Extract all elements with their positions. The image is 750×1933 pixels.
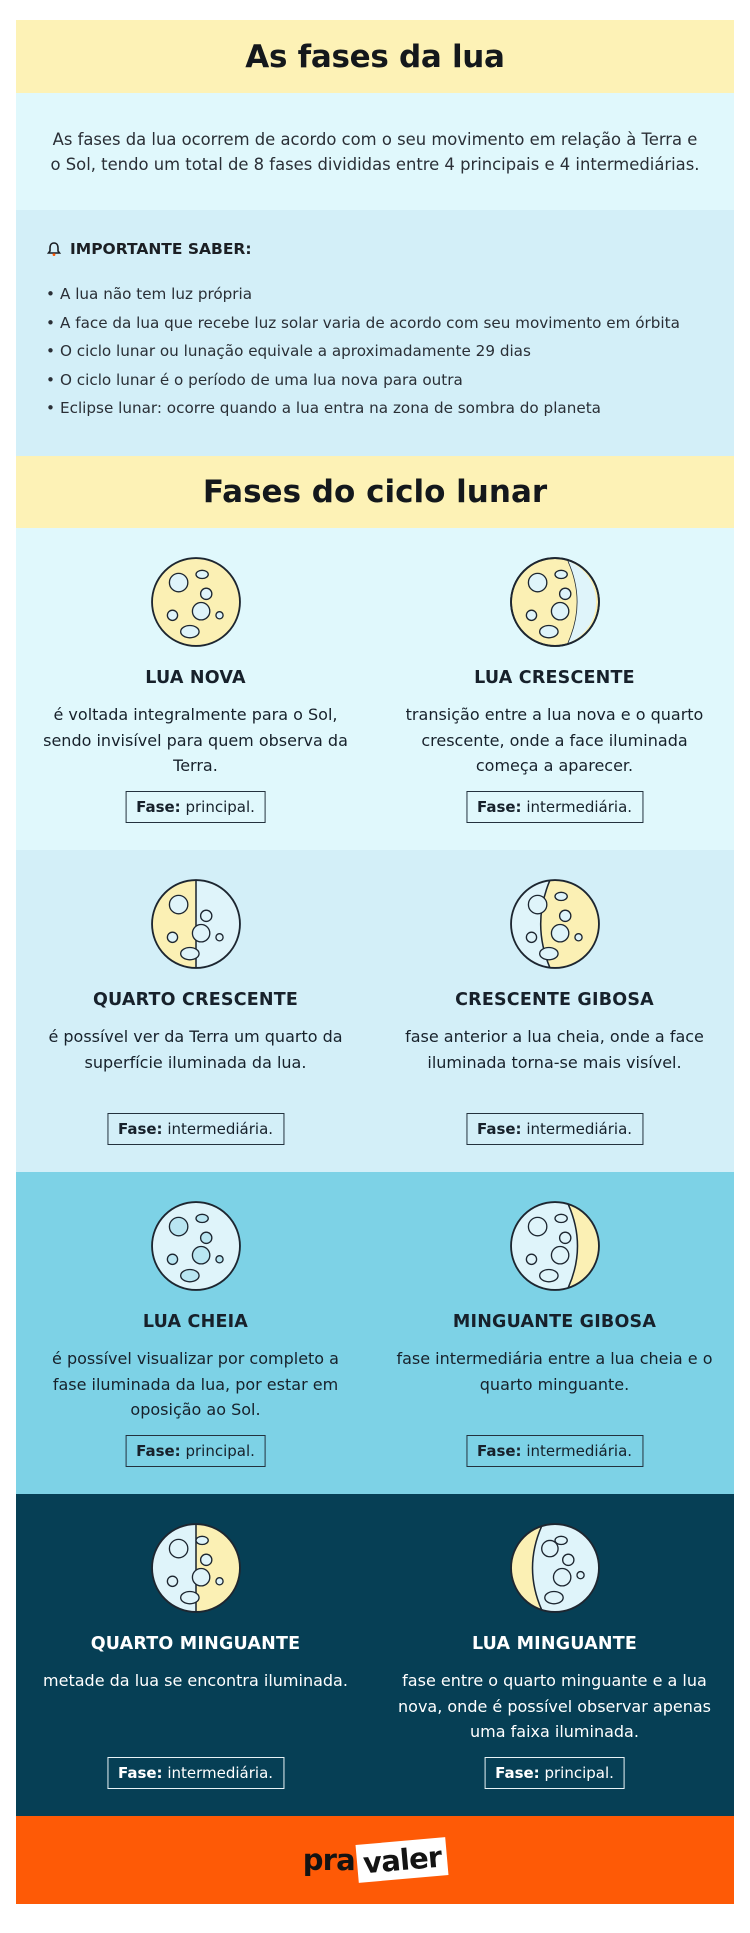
badge-value: intermediária. — [167, 1764, 274, 1782]
phase-badge — [466, 1113, 643, 1145]
phase-card-quarto-crescente — [16, 850, 375, 1172]
phase-description: fase anterior a lua cheia, onde a face iluminada torna-se mais visível. — [405, 1027, 704, 1072]
new-moon-icon — [150, 556, 242, 648]
phase-name: LUA MINGUANTE — [471, 1634, 638, 1654]
facts-list — [46, 280, 704, 423]
list-item: • O ciclo lunar é o período de uma lua nova para outra — [46, 366, 704, 395]
phase-badge — [466, 1435, 643, 1467]
phase-badge — [125, 791, 266, 823]
badge-label: Fase: — [136, 1442, 181, 1460]
list-item: • A face da lua que recebe luz solar varia de acordo com seu movimento em órbita — [46, 309, 704, 338]
badge-value: principal. — [544, 1764, 614, 1782]
phase-description: é voltada integralmente para o Sol, sendo invisível para quem observa da Terra. — [43, 705, 348, 775]
phase-card-crescente-gibosa — [375, 850, 734, 1172]
list-item: • Eclipse lunar: ocorre quando a lua entra na zona de sombra do planeta — [46, 394, 704, 423]
phase-name: MINGUANTE GIBOSA — [452, 1312, 657, 1332]
badge-label: Fase: — [476, 1120, 522, 1138]
phase-description: fase entre o quarto minguante e a lua nova, onde é possível observar apenas uma faixa iluminada. — [398, 1671, 711, 1741]
phase-row — [16, 850, 734, 1172]
badge-label: Fase: — [495, 1764, 540, 1782]
footer — [16, 1816, 734, 1904]
badge-label: Fase: — [476, 798, 522, 816]
intro-section — [16, 93, 734, 210]
phase-name: QUARTO CRESCENTE — [92, 990, 299, 1010]
phase-card-lua-nova — [16, 528, 375, 850]
badge-label: Fase: — [117, 1120, 163, 1138]
phase-description: fase intermediária entre a lua cheia e o quarto minguante. — [396, 1349, 713, 1394]
badge-label: Fase: — [476, 1442, 522, 1460]
first-quarter-moon-icon — [150, 878, 242, 970]
phase-description: transição entre a lua nova e o quarto crescente, onde a face iluminada começa a aparecer. — [405, 705, 704, 775]
list-item: • A lua não tem luz própria — [46, 280, 704, 309]
phase-name: LUA CRESCENTE — [474, 668, 635, 688]
phase-name: LUA CHEIA — [142, 1312, 249, 1332]
phase-row — [16, 1172, 734, 1494]
waning-crescent-moon-icon — [509, 1522, 601, 1614]
bell-icon — [46, 241, 62, 257]
phase-card-lua-minguante — [375, 1494, 734, 1816]
infographic — [16, 20, 734, 1904]
cycle-title: Fases do ciclo lunar — [202, 474, 548, 510]
waxing-gibbous-moon-icon — [509, 878, 601, 970]
cycle-title-band — [16, 456, 734, 528]
logo-prefix: pra — [302, 1843, 355, 1877]
list-item: • O ciclo lunar ou lunação equivale a aproximadamente 29 dias — [46, 337, 704, 366]
phase-description: metade da lua se encontra iluminada. — [43, 1671, 348, 1690]
page-title: As fases da lua — [245, 38, 505, 75]
full-moon-icon — [150, 1200, 242, 1292]
phase-badge — [125, 1435, 266, 1467]
facts-heading — [46, 240, 704, 258]
phase-badge — [466, 791, 643, 823]
phase-card-quarto-minguante — [16, 1494, 375, 1816]
last-quarter-moon-icon — [150, 1522, 242, 1614]
important-facts-section — [16, 210, 734, 456]
phase-name: QUARTO MINGUANTE — [90, 1634, 301, 1654]
badge-label: Fase: — [136, 798, 181, 816]
logo-suffix: valer — [355, 1837, 448, 1883]
phase-row — [16, 528, 734, 850]
badge-value: intermediária. — [526, 798, 633, 816]
waning-gibbous-moon-icon — [509, 1200, 601, 1292]
badge-value: intermediária. — [167, 1120, 274, 1138]
phase-badge — [107, 1113, 284, 1145]
title-band — [16, 20, 734, 93]
badge-value: principal. — [185, 1442, 255, 1460]
pravaler-logo[interactable] — [303, 1841, 448, 1879]
phase-card-lua-cheia — [16, 1172, 375, 1494]
phase-card-minguante-gibosa — [375, 1172, 734, 1494]
phase-description: é possível ver da Terra um quarto da superfície iluminada da lua. — [48, 1027, 343, 1072]
badge-value: principal. — [185, 798, 255, 816]
phase-card-lua-crescente — [375, 528, 734, 850]
phase-badge — [107, 1757, 284, 1789]
badge-label: Fase: — [117, 1764, 163, 1782]
badge-value: intermediária. — [526, 1120, 633, 1138]
phase-row — [16, 1494, 734, 1816]
phase-name: LUA NOVA — [145, 668, 246, 688]
waxing-crescent-moon-icon — [509, 556, 601, 648]
phase-description: é possível visualizar por completo a fase iluminada da lua, por estar em oposição ao Sol. — [52, 1349, 339, 1419]
badge-value: intermediária. — [526, 1442, 633, 1460]
phase-name: CRESCENTE GIBOSA — [455, 990, 654, 1010]
intro-text: As fases da lua ocorrem de acordo com o seu movimento em relação à Terra e o Sol, tendo um total de 8 fases divididas entre 4 principais e 4 intermediárias. — [50, 129, 700, 174]
facts-heading-label: IMPORTANTE SABER: — [70, 240, 252, 258]
phase-badge — [484, 1757, 625, 1789]
